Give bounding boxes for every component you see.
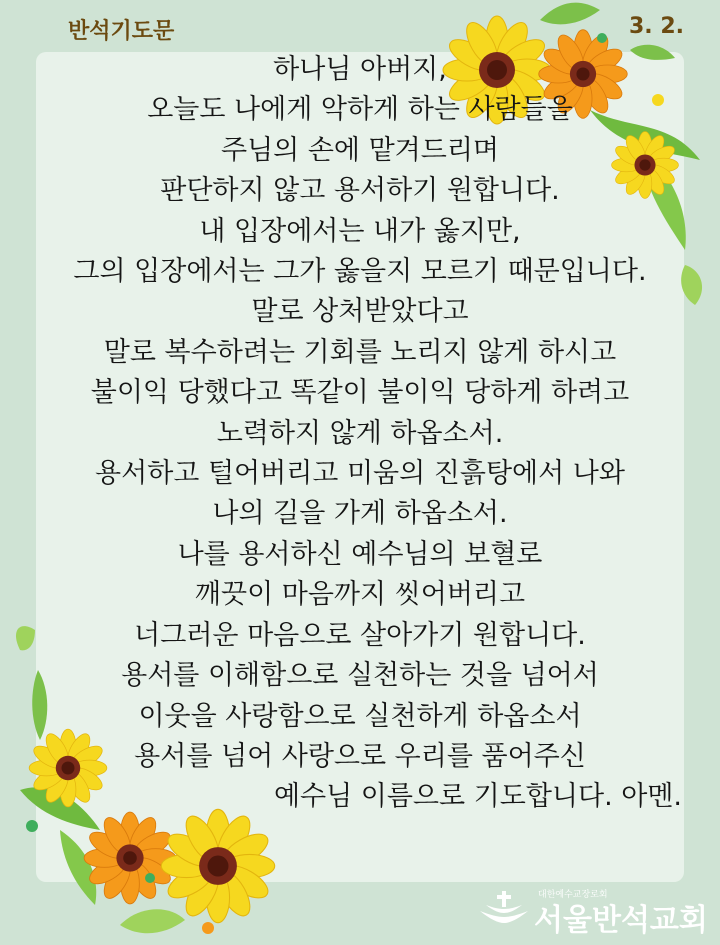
prayer-closing-line: 예수님 이름으로 기도합니다. 아멘. [273,781,682,813]
prayer-line: 말로 복수하려는 기회를 노리지 않게 하시고 [103,336,617,368]
prayer-line: 하나님 아버지, [273,54,447,85]
sunflower-icon [161,809,274,922]
prayer-line: 용서하고 털어버리고 미움의 진흙탕에서 나와 [95,458,625,490]
prayer-line: 불이익 당했다고 똑같이 불이익 당하게 하려고 [90,377,630,409]
denomination-label: 대한예수교장로회 [538,890,608,900]
prayer-text [36,50,684,818]
prayer-line: 오늘도 나에게 악하게 하는 사람들을 [147,94,573,126]
prayer-line: 이웃을 사랑함으로 실천하게 하옵소서 [138,700,582,732]
prayer-line: 나의 길을 가게 하옵소서. [212,498,508,530]
prayer-line: 용서를 넘어 사랑으로 우리를 품어주신 [134,740,586,772]
page-title: 반석기도문 [68,19,175,44]
prayer-line: 용서를 이해함으로 실천하는 것을 넘어서 [121,660,599,692]
prayer-line: 그의 입장에서는 그가 옳을지 모르기 때문입니다. [73,256,647,288]
orange-flower-icon [84,812,176,904]
prayer-line: 말로 상처받았다고 [251,296,469,328]
prayer-line: 깨끗이 마음까지 씻어버리고 [194,579,526,611]
church-logo [476,887,708,938]
leaf-icon [120,909,185,933]
date-label: 3. 2. [629,14,684,39]
cross-icon [476,889,532,929]
prayer-line: 주님의 손에 맡겨드리며 [221,134,499,166]
prayer-line: 너그러운 마음으로 살아가기 원합니다. [134,619,586,651]
prayer-line: 노력하지 않게 하옵소서. [216,417,504,449]
leaf-icon [681,265,702,305]
leaf-icon [540,3,600,25]
prayer-line: 판단하지 않고 용서하기 원합니다. [160,175,560,207]
church-name: 서울반석교회 [534,903,708,938]
leaf-icon [16,626,35,650]
prayer-line: 내 입장에서는 내가 옳지만, [199,215,521,247]
prayer-line: 나를 용서하신 예수님의 보혈로 [177,538,543,570]
